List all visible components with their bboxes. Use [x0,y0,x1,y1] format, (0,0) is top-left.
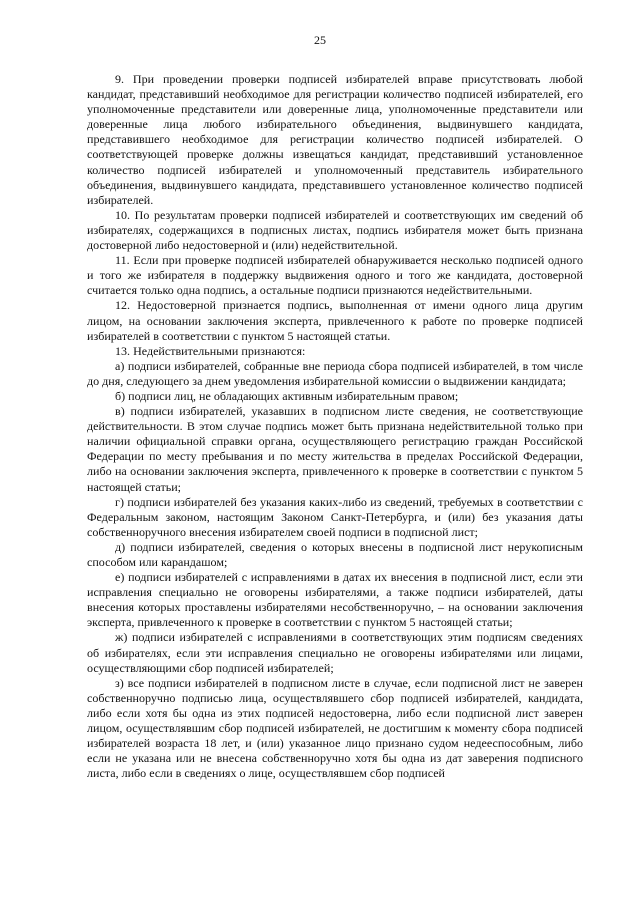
page-number: 25 [314,33,326,47]
paragraph-10: 10. По результатам проверки подписей избирателей и соответствующих им сведений об избирателях, содержащихся в подписных листах, подпись избирателя может быть признана достоверной либо недостоверной и (или) недействительной. [87,207,583,253]
list-item-zh: ж) подписи избирателей с исправлениями в соответствующих этим подписям сведениях об избирателях, если эти исправления специально не оговорены избирателями или лицами, осуществляющими сбор подписей избирателей; [87,630,583,675]
paragraph-9: 9. При проведении проверки подписей избирателей вправе присутствовать любой кандидат, представивший необходимое для регистрации количество подписей избирателей, его уполномоченные представители или доверенные лица, уполномоченные представители или доверенные лица любого избирательного объединения, выдвинувшего кандидата, представившего необходимое для регистрации количество подписей избирателей. О соответствующей проверке должны извещаться кандидат, представивший установленное количество подписей избирателей и уполномоченный представитель избирательного объединения, выдвинувшего кандидата, представившего установленное количество подписей избирателей. [87,72,583,207]
list-item-b: б) подписи лиц, не обладающих активным избирательным правом; [115,388,459,403]
list-item-g: г) подписи избирателей без указания каких-либо из сведений, требуемых в соответствии с Федеральным законом, настоящим Законом Санкт-Петербурга, и (или) без указания даты собственноручного внесения избирателем своей подписи в подписной лист; [87,494,583,539]
list-item-z: з) все подписи избирателей в подписном листе в случае, если подписной лист не заверен собственноручно подписью лица, осуществлявшего сбор подписей избирателей, кандидата, либо если хотя бы одна из этих подписей недостоверна, либо если подписной лист заверен лицом, осуществлявшим сбор подписей избирателей, не достигшим к моменту сбора подписей избирателей возраста 18 лет, и (или) указанное лицо признано судом недееспособным, либо если не указана или не внесена собственноручно хотя бы одна из дат заверения подписного листа, либо если в сведениях о лице, осуществлявшем сбор подписей [87,675,583,781]
paragraph-12: 12. Недостоверной признается подпись, выполненная от имени одного лица другим лицом, на основании заключения эксперта, привлеченного к работе по проверке подписей избирателей в соответствии с пунктом 5 настоящей статьи. [87,298,583,343]
paragraph-13: 13. Недействительными признаются: [115,343,306,358]
list-item-v: в) подписи избирателей, указавших в подписном листе сведения, не соответствующие действительности. В этом случае подпись может быть признана недействительной только при наличии официальной справки органа, осуществляющего регистрацию граждан Российской Федерации по месту пребывания и по месту жительства в пределах Российской Федерации, либо на основании заключения эксперта, привлеченного к проверке в соответствии с пунктом 5 настоящей статьи; [87,404,583,494]
list-item-a: а) подписи избирателей, собранные вне периода сбора подписей избирателей, в том числе до дня, следующего за днем уведомления избирательной комиссии о выдвижении кандидата; [87,358,583,388]
list-item-e: е) подписи избирателей с исправлениями в датах их внесения в подписной лист, если эти исправления специально не оговорены избирателями, а также подписи избирателей, даты внесения которых проставлены избирателями несобственноручно, – на основании заключения эксперта, привлеченного к проверке в соответствии с пунктом 5 настоящей статьи; [87,570,583,630]
paragraph-11: 11. Если при проверке подписей избирателей обнаруживается несколько подписей одного и того же избирателя в поддержку выдвижения одного и того же кандидата, достоверной считается только одна подпись, а остальные подписи признаются недействительными. [87,253,583,298]
document-body [87,72,583,781]
list-item-d: д) подписи избирателей, сведения о которых внесены в подписной лист нерукописным способом или карандашом; [87,539,583,569]
